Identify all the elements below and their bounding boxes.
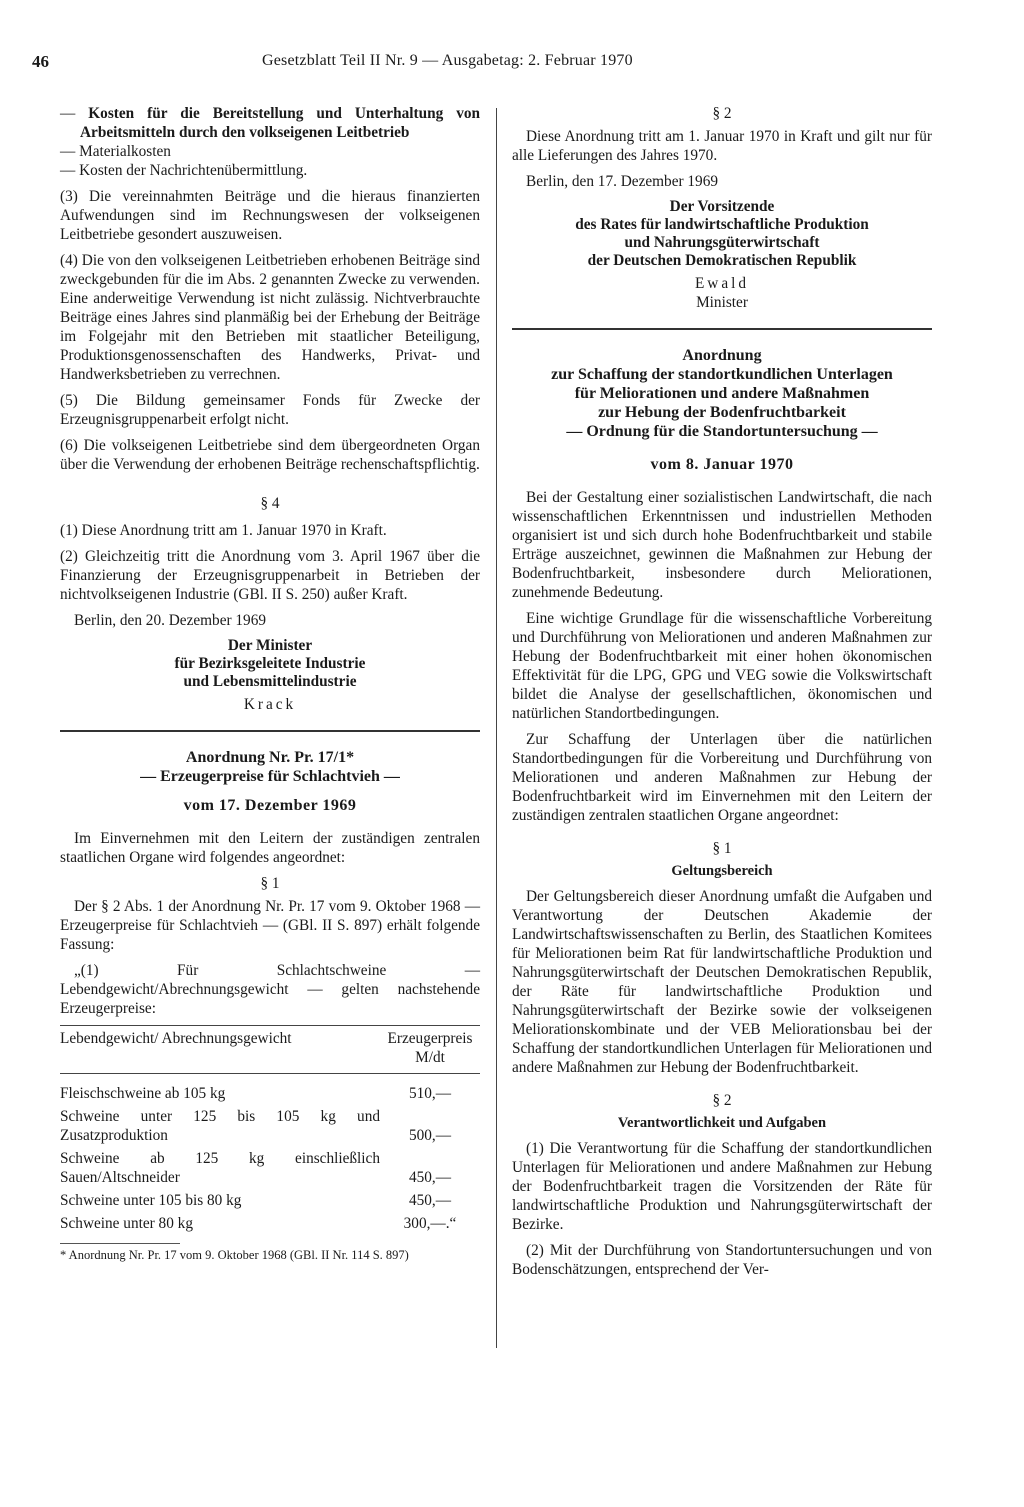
section-divider — [60, 730, 480, 732]
document-subtitle: — Erzeugerpreise für Schlachtvieh — — [140, 768, 400, 785]
section-heading: § 4 — [260, 495, 280, 512]
document-title-line: zur Hebung der Bodenfruchtbarkeit — [598, 404, 846, 421]
table-row: Schweine unter 105 bis 80 kg 450,— — [60, 1192, 452, 1209]
signature-line: Der Minister — [227, 637, 313, 654]
section-title: Verantwortlichkeit und Aufgaben — [617, 1115, 827, 1131]
signature-line: und Lebensmittelindustrie — [183, 673, 357, 690]
section-2-paragraph-1: (1) Die Verantwortung für die Schaffung der standortkundlichen Unterlagen für Meliorationen und andere Maßnahmen zur Hebung der Bodenfruchtbarkeit tragen die Vorsitzenden der Räte für landwirtschaftliche Produktion und Nahrungsgüterwirtschaft der Bezirke. — [512, 1140, 932, 1233]
section-divider — [512, 328, 932, 330]
section-heading: § 2 — [712, 105, 732, 122]
document-title-line: für Meliorationen und andere Maßnahmen — [574, 385, 870, 402]
list-item: — Materialkosten — [60, 143, 171, 160]
paragraph-6: (6) Die volkseigenen Leitbetriebe sind dem übergeordneten Organ über die Verwendung der erhobenen Beiträge rechenschaftspflichtig. — [60, 437, 480, 473]
list-item: — Kosten für die Bereitstellung und Unterhaltung von Arbeitsmitteln durch den volkseigenen Leitbetrieb — [60, 105, 481, 141]
place-date: Berlin, den 20. Dezember 1969 — [74, 612, 267, 629]
footnote: * Anordnung Nr. Pr. 17 vom 9. Oktober 1968 (GBl. II Nr. 114 S. 897) — [60, 1248, 409, 1262]
list-item: — Kosten der Nachrichtenübermittlung. — [60, 162, 308, 179]
section-heading: § 1 — [260, 875, 280, 892]
column-divider — [496, 108, 497, 1348]
section-title: Geltungsbereich — [671, 863, 773, 879]
page-header — [32, 52, 722, 78]
document-title: Anordnung Nr. Pr. 17/1* — [185, 749, 355, 766]
paragraph-4: (4) Die von den volkseigenen Leitbetrieben erhobenen Beiträge sind zweckgebunden für die im Abs. 2 genannten Zwecke zu verwenden. Eine anderweitige Verwendung ist nicht zulässig. Nichtverbrauchte Beiträge eines Jahres sind planmäßig bei der Erhebung der Beiträge im Folgejahr mit den Betrieben mit staatlicher Beteiligung, Produktionsgenossenschaften des Handwerks, Privat- und Handwerksbetrieben zu verrechnen. — [60, 252, 480, 383]
price-table — [60, 1025, 480, 1235]
table-header-weight: Lebendgewicht/ Abrechnungsgewicht — [60, 1026, 380, 1074]
signatory-role: Minister — [696, 294, 748, 311]
intro-paragraph: Zur Schaffung der Unterlagen über die natürlichen Standortbedingungen für die Vorbereitung und Durchführung von Meliorationen und anderen Maßnahmen zur Hebung der Bodenfruchtbarkeit wird im Einvernehmen mit den Leitern der zuständigen zentralen staatlichen Organe angeordnet: — [512, 731, 932, 824]
section-2-text: Diese Anordnung tritt am 1. Januar 1970 in Kraft und gilt nur für alle Lieferungen des Jahres 1970. — [512, 128, 932, 164]
section-heading: § 1 — [712, 840, 732, 857]
signatory-name: Krack — [243, 696, 297, 713]
document-title-line: Anordnung — [682, 347, 762, 364]
table-header-price: Erzeugerpreis M/dt — [380, 1026, 480, 1074]
page-number: 46 — [32, 52, 49, 71]
signature-line: für Bezirksgeleitete Industrie — [174, 655, 366, 672]
section-1-text: Der Geltungsbereich dieser Anordnung umfaßt die Aufgaben und Verantwortung der Deutschen Akademie der Landwirtschaftswissenschaften zu Berlin, des Staatlichen Komitees für Meliorationen beim Rat für landwirtschaftliche Produktion und Nahrungsgüterwirtschaft der Deutschen Demokratischen Republik, der Räte für landwirtschaftliche Produktion und Nahrungsgüterwirtschaft der Bezirke sowie der volkseigenen Meliorationskombinate und der VEB Meliorationsbau bei der Schaffung der standortkundlichen Unterlagen für Meliorationen und andere Maßnahmen zur Hebung der Bodenfruchtbarkeit. — [512, 888, 932, 1076]
intro-paragraph: Im Einvernehmen mit den Leitern der zuständigen zentralen staatlichen Organe wird folgendes angeordnet: — [60, 830, 480, 866]
section-2-paragraph-2: (2) Mit der Durchführung von Standortuntersuchungen und von Bodenschätzungen, entsprechend der Ver- — [512, 1242, 932, 1278]
document-title-line: — Ordnung für die Standortuntersuchung — — [566, 423, 878, 440]
quoted-paragraph: „(1) Für Schlachtschweine — Lebendgewicht/Abrechnungsgewicht — gelten nachstehende Erzeugerpreise: — [60, 962, 480, 1017]
table-row: Schweine ab 125 kg einschließlich Sauen/Altschneider 450,— — [60, 1150, 452, 1186]
table-row: Schweine unter 80 kg 300,—.“ — [60, 1215, 457, 1232]
signature-line: Der Vorsitzende — [669, 198, 775, 215]
intro-paragraph: Bei der Gestaltung einer sozialistischen Landwirtschaft, die nach wissenschaftlichen Erkenntnissen und industriellen Methoden organisiert ist und sich durch hohe Bodenfruchtbarkeit und stabile Erträge auszeichnet, gewinnen die Maßnahmen zur Hebung der Bodenfruchtbarkeit, insbesondere durch Meliorationen, zunehmende Bedeutung. — [512, 489, 932, 601]
paragraph-5: (5) Die Bildung gemeinsamer Fonds für Zwecke der Erzeugnisgruppenarbeit erfolgt nicht. — [60, 392, 480, 428]
running-title: Gesetzblatt Teil II Nr. 9 — Ausgabetag: 2. Februar 1970 — [262, 52, 633, 69]
section-heading: § 2 — [712, 1092, 732, 1109]
section-4-paragraph-1: (1) Diese Anordnung tritt am 1. Januar 1970 in Kraft. — [60, 522, 387, 539]
table-row: Fleischschweine ab 105 kg 510,— — [60, 1085, 452, 1102]
signature-line: der Deutschen Demokratischen Republik — [587, 252, 857, 269]
signature-line: des Rates für landwirtschaftliche Produktion — [575, 216, 869, 233]
signature-line: und Nahrungsgüterwirtschaft — [624, 234, 820, 251]
table-row: Schweine unter 125 bis 105 kg und Zusatzproduktion 500,— — [60, 1108, 452, 1144]
section-1-text: Der § 2 Abs. 1 der Anordnung Nr. Pr. 17 vom 9. Oktober 1968 — Erzeugerpreise für Schlachtvieh — (GBl. II S. 897) erhält folgende Fassung: — [60, 898, 480, 953]
signatory-name: Ewald — [694, 275, 750, 292]
left-column — [60, 104, 480, 1263]
right-column — [512, 104, 932, 1286]
document-date: vom 17. Dezember 1969 — [183, 797, 357, 814]
intro-paragraph: Eine wichtige Grundlage für die wissenschaftliche Vorbereitung und Durchführung von Meliorationen und anderen Maßnahmen zur Hebung der Bodenfruchtbarkeit mit einer hohen ökonomischen Effektivität für die LPG, GPG und VEG sowie die Volkswirtschaft bildet die Analyse der gesellschaftlichen, ökonomischen und natürlichen Standortbedingungen. — [512, 610, 932, 722]
section-4-paragraph-2: (2) Gleichzeitig tritt die Anordnung vom 3. April 1967 über die Finanzierung der Erzeugnisgruppenarbeit in Betrieben der nichtvolkseigenen Industrie (GBl. II S. 250) außer Kraft. — [60, 548, 480, 603]
paragraph-3: (3) Die vereinnahmten Beiträge und die hieraus finanzierten Aufwendungen sind im Rechnungswesen der volkseigenen Leitbetriebe gesondert auszuweisen. — [60, 188, 480, 243]
document-date: vom 8. Januar 1970 — [650, 456, 794, 473]
document-title-line: zur Schaffung der standortkundlichen Unterlagen — [551, 366, 893, 383]
place-date: Berlin, den 17. Dezember 1969 — [526, 173, 719, 190]
